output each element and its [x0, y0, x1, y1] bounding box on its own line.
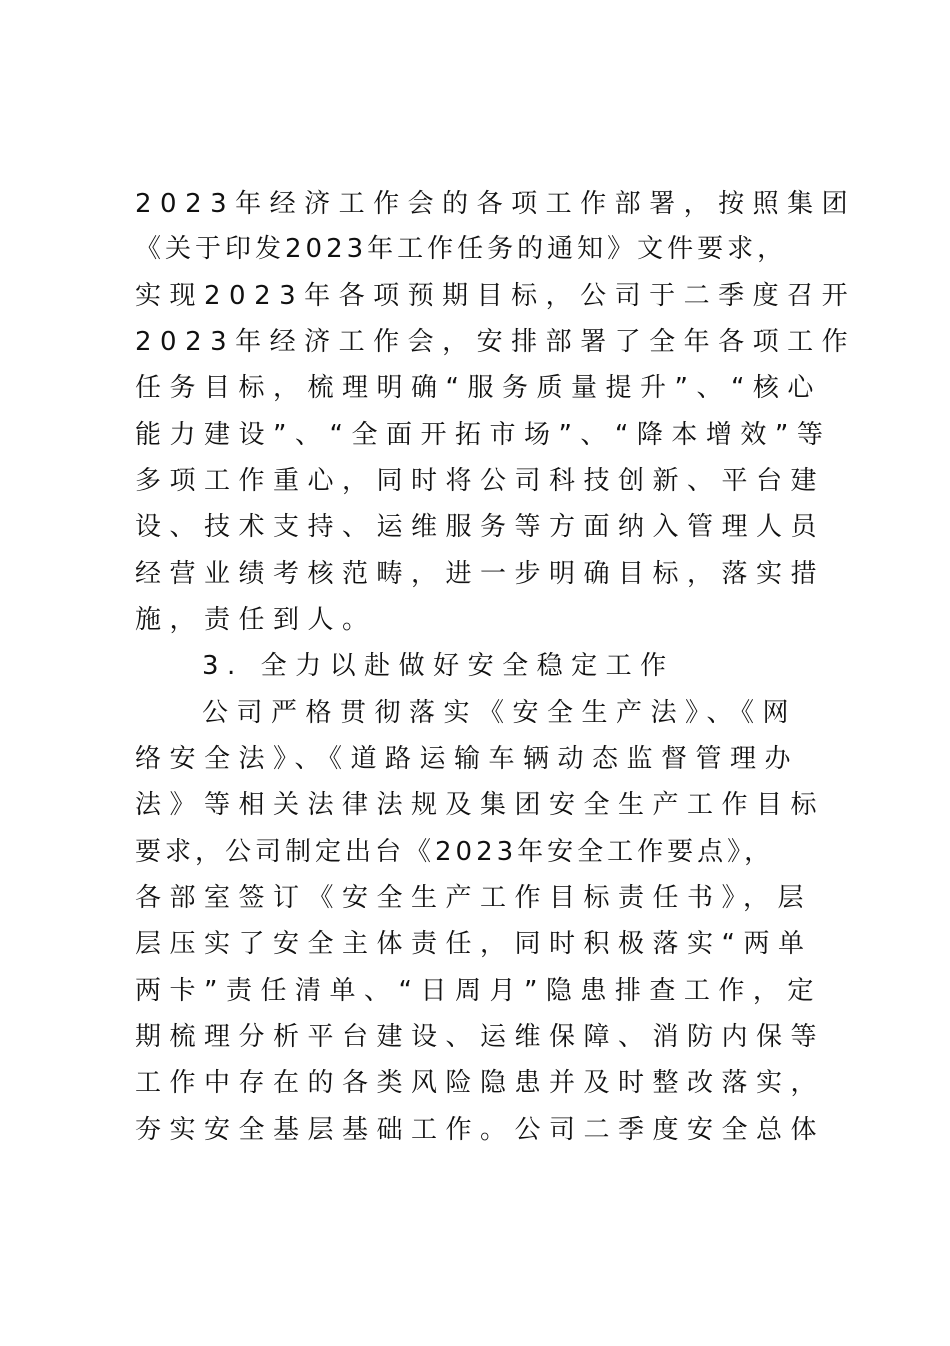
body-text-line: 设、技术支持、运维服务等方面纳入管理人员 [135, 512, 826, 542]
body-text-line: 多项工作重心，同时将公司科技创新、平台建 [135, 466, 826, 496]
body-text-line: 夯实安全基层基础工作。公司二季度安全总体 [135, 1115, 826, 1145]
body-text-line: 公司严格贯彻落实《安全生产法》、《网 [202, 698, 798, 728]
body-text-line: 施，责任到人。 [135, 605, 377, 635]
body-text-line: 《关于印发2023年工作任务的通知》文件要求， [135, 234, 788, 264]
section-heading: 3. 全力以赴做好安全稳定工作 [202, 651, 675, 681]
body-text-line: 法》等相关法律法规及集团安全生产工作目标 [135, 790, 826, 820]
body-text-line: 期梳理分析平台建设、运维保障、消防内保等 [135, 1022, 826, 1052]
body-text-line: 经营业绩考核范畴，进一步明确目标，落实措 [135, 559, 826, 589]
body-text-line: 层压实了安全主体责任，同时积极落实“两单 [135, 929, 813, 959]
body-text-line: 要求，公司制定出台《2023年安全工作要点》， [135, 837, 775, 867]
body-text-line: 2023年经济工作会的各项工作部署，按照集团 [135, 189, 857, 219]
body-text-line: 2023年经济工作会，安排部署了全年各项工作 [135, 327, 857, 357]
body-text-line: 各部室签订《安全生产工作目标责任书》，层 [135, 883, 813, 913]
body-text-line: 实现2023年各项预期目标，公司于二季度召开 [135, 281, 857, 311]
body-text-line: 任务目标，梳理明确“服务质量提升”、“核心 [135, 373, 822, 403]
body-text-line: 能力建设”、“全面开拓市场”、“降本增效”等 [135, 420, 832, 450]
body-text-line: 工作中存在的各类风险隐患并及时整改落实， [135, 1068, 826, 1098]
body-text-line: 络安全法》、《道路运输车辆动态监督管理办 [135, 744, 800, 774]
body-text-line: 两卡”责任清单、“日周月”隐患排查工作，定 [135, 976, 822, 1006]
